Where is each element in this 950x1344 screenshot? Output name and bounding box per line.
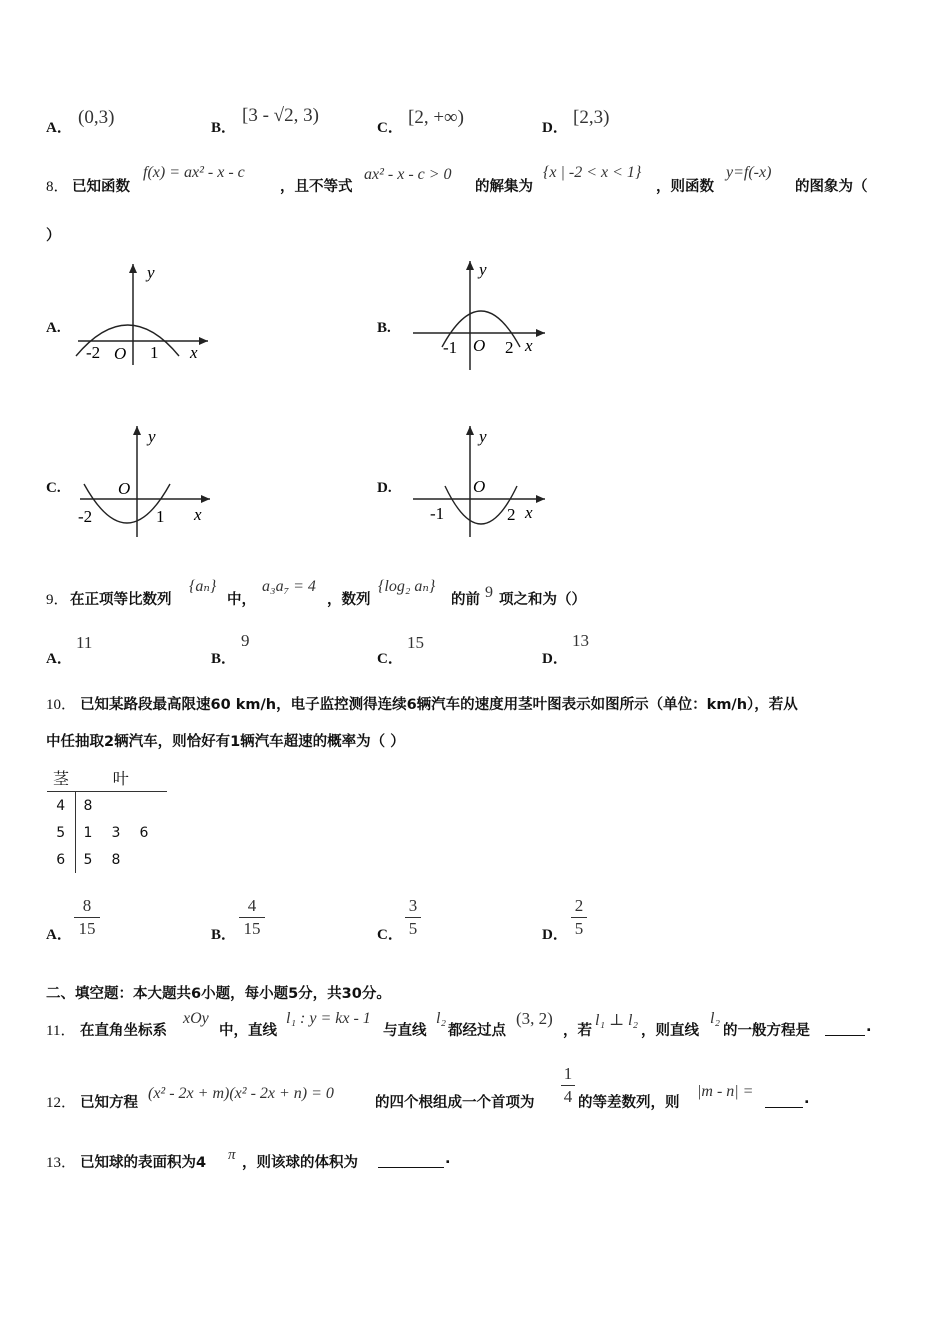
q7-option-d-label: D． — [542, 120, 568, 136]
q9-text-5: 项之和为（） — [499, 592, 586, 608]
q8-math-function: f(x) = ax² - x - c — [143, 164, 245, 181]
q10-option-c-numerator: 3 — [408, 896, 418, 915]
q8-number: 8． — [46, 179, 69, 195]
q9-math-log-sequence: {log₂ aₙ} — [378, 578, 436, 595]
leaf-value: 1 — [83, 824, 93, 841]
q10-line-1: 已知某路段最高限速60 km/h，电子监控测得连续6辆汽车的速度用茎叶图表示如图所示（单位：km/h），若从 — [80, 697, 798, 713]
q9-math-product: a₃a₇ = 4 — [262, 578, 316, 595]
q9-option-a-label: A． — [46, 651, 72, 667]
q8-graph-a-origin: O — [114, 344, 127, 363]
q12-text-1: 已知方程 — [80, 1095, 138, 1111]
q8-graph-c-origin: O — [118, 479, 131, 498]
q7-option-c-value: [2, +∞) — [408, 107, 464, 128]
q7-option-b-label: B． — [211, 120, 237, 136]
q9-text-1: 在正项等比数列 — [70, 592, 172, 608]
leaf-value: 8 — [83, 797, 93, 814]
q10-line-2: 中任抽取2辆汽车，则恰好有1辆汽车超速的概率为（ ） — [46, 734, 405, 750]
q9-option-d-value: 13 — [572, 631, 589, 650]
q8-graph-c-x-label: x — [194, 505, 202, 524]
q9-math-nine: 9 — [485, 584, 493, 601]
q9-text-4: 的前 — [451, 592, 480, 608]
q10-option-d-label: D． — [542, 927, 568, 943]
stem-header: 茎 — [47, 764, 75, 792]
q11-math-perpendicular: l₁ ⊥ l₂ — [595, 1012, 639, 1029]
q13-math-pi: π — [228, 1147, 236, 1163]
q9-option-c-value: 15 — [407, 633, 424, 652]
stem-value: 5 — [47, 819, 75, 846]
q8-text-5: 的图象为（ — [795, 179, 868, 195]
q11-text-8: . — [866, 1019, 872, 1035]
q8-graph-a-tick-1: -2 — [86, 343, 101, 362]
q11-math-point: (3, 2) — [516, 1009, 553, 1028]
q10-number: 10． — [46, 697, 77, 713]
q10-option-b-label: B． — [211, 927, 237, 943]
q8-option-c-label: C. — [46, 480, 61, 496]
q7-option-a-label: A． — [46, 120, 72, 136]
q8-text-4: ，则函数 — [656, 179, 714, 195]
q9-option-d-label: D． — [542, 651, 568, 667]
q11-text-2: 中，直线 — [219, 1023, 277, 1039]
q10-option-a-label: A． — [46, 927, 72, 943]
q10-option-a-denominator: 15 — [78, 919, 96, 938]
q8-graph-a-tick-2: 1 — [150, 343, 159, 362]
q8-graph-d-tick-1: -1 — [430, 504, 445, 523]
q8-math-inequality: ax² - x - c > 0 — [364, 166, 452, 183]
q8-graph-a-x-label: x — [190, 343, 198, 362]
q13-number: 13． — [46, 1155, 77, 1171]
q9-option-b-value: 9 — [241, 631, 250, 650]
q8-option-a-label: A. — [46, 320, 61, 336]
q8-graph-b-x-label: x — [525, 336, 533, 355]
q8-math-solution-set: {x | -2 < x < 1} — [543, 164, 642, 181]
q13-text-1: 已知球的表面积为4 — [80, 1155, 207, 1171]
q12-number: 12． — [46, 1095, 77, 1111]
q10-option-d-fraction — [571, 896, 587, 939]
q13-text-2: ，则该球的体积为 — [242, 1155, 358, 1171]
q11-math-l2-again: l₂ — [710, 1010, 721, 1027]
leaf-value: 3 — [111, 824, 121, 841]
q10-option-a-numerator: 8 — [82, 896, 92, 915]
section-2-heading: 二、填空题：本大题共6小题，每小题5分，共30分。 — [46, 986, 391, 1002]
q11-math-line-l1: l₁ : y = kx - 1 — [286, 1010, 371, 1027]
q8-graph-b-y-label: y — [479, 260, 487, 279]
q12-text-3: 的等差数列，则 — [578, 1095, 680, 1111]
q8-text-3: 的解集为 — [475, 179, 533, 195]
q10-option-c-label: C． — [377, 927, 403, 943]
q12-fraction — [561, 1064, 575, 1107]
q9-text-2: 中， — [227, 592, 256, 608]
q8-graph-d — [405, 420, 555, 540]
q9-math-sequence: {aₙ} — [189, 578, 217, 595]
q8-option-d-label: D. — [377, 480, 392, 496]
q10-option-b-numerator: 4 — [247, 896, 257, 915]
q8-text-6: ） — [46, 228, 61, 244]
stem-value: 4 — [47, 792, 75, 820]
q12-math-equation: (x² - 2x + m)(x² - 2x + n) = 0 — [148, 1085, 334, 1102]
q13-text-3: . — [445, 1151, 451, 1167]
q12-fraction-denominator: 4 — [563, 1087, 573, 1106]
q11-math-l2: l₂ — [436, 1010, 447, 1027]
q11-text-4: 都经过点 — [448, 1023, 506, 1039]
q8-graph-b-tick-1: -1 — [443, 338, 458, 357]
q8-text-2: ，且不等式 — [280, 179, 353, 195]
q7-option-c-label: C． — [377, 120, 403, 136]
leaf-value: 5 — [83, 851, 93, 868]
q9-option-a-value: 11 — [76, 633, 93, 652]
q8-text-1: 已知函数 — [72, 179, 130, 195]
leaf-value: 8 — [111, 851, 121, 868]
q8-graph-b-origin: O — [473, 336, 486, 355]
q8-graph-c-tick-1: -2 — [78, 507, 93, 526]
q7-option-a-value: (0,3) — [78, 107, 115, 128]
leaf-value: 6 — [139, 824, 149, 841]
q9-option-c-label: C． — [377, 651, 403, 667]
q8-graph-c-y-label: y — [148, 427, 156, 446]
q7-option-d-value: [2,3) — [573, 107, 610, 128]
stem-value: 6 — [47, 846, 75, 873]
q8-graph-d-y-label: y — [479, 427, 487, 446]
q8-graph-d-tick-2: 2 — [507, 505, 516, 524]
q9-text-3: ，数列 — [327, 592, 371, 608]
q8-graph-b-tick-2: 2 — [505, 338, 514, 357]
q8-graph-c — [72, 420, 222, 540]
q7-option-b-value: [3 - √2, 3) — [242, 105, 319, 126]
q9-number: 9． — [46, 592, 69, 608]
q11-text-7: 的一般方程是 — [723, 1023, 810, 1039]
q8-graph-d-x-label: x — [525, 503, 533, 522]
q11-text-5: ，若 — [563, 1023, 592, 1039]
q10-option-d-numerator: 2 — [574, 896, 584, 915]
q11-answer-blank — [825, 1019, 865, 1036]
q12-math-abs: |m - n| = — [697, 1083, 754, 1100]
q10-option-b-fraction — [239, 896, 265, 939]
q10-option-a-fraction — [74, 896, 100, 939]
q11-text-3: 与直线 — [383, 1023, 427, 1039]
q11-number: 11． — [46, 1023, 76, 1039]
q11-text-1: 在直角坐标系 — [80, 1023, 167, 1039]
q10-option-b-denominator: 15 — [243, 919, 261, 938]
q8-graph-d-origin: O — [473, 477, 486, 496]
q8-graph-a-y-label: y — [147, 263, 155, 282]
q8-graph-c-tick-2: 1 — [156, 507, 165, 526]
q8-graph-a — [72, 258, 222, 368]
q13-answer-blank — [378, 1151, 444, 1168]
q12-fraction-numerator: 1 — [563, 1064, 573, 1083]
q10-option-c-fraction — [405, 896, 421, 939]
q12-text-2: 的四个根组成一个首项为 — [375, 1095, 535, 1111]
q8-graph-b — [405, 255, 555, 375]
q10-option-c-denominator: 5 — [408, 919, 418, 938]
q12-answer-blank — [765, 1091, 803, 1108]
q11-text-6: ，则直线 — [641, 1023, 699, 1039]
q8-option-b-label: B. — [377, 320, 391, 336]
q12-text-4: . — [804, 1091, 810, 1107]
leaf-header: 叶 — [75, 764, 167, 792]
q11-math-xoy: xOy — [183, 1010, 209, 1027]
q9-option-b-label: B． — [211, 651, 237, 667]
q10-option-d-denominator: 5 — [574, 919, 584, 938]
q8-math-y-function: y=f(-x) — [726, 164, 772, 181]
